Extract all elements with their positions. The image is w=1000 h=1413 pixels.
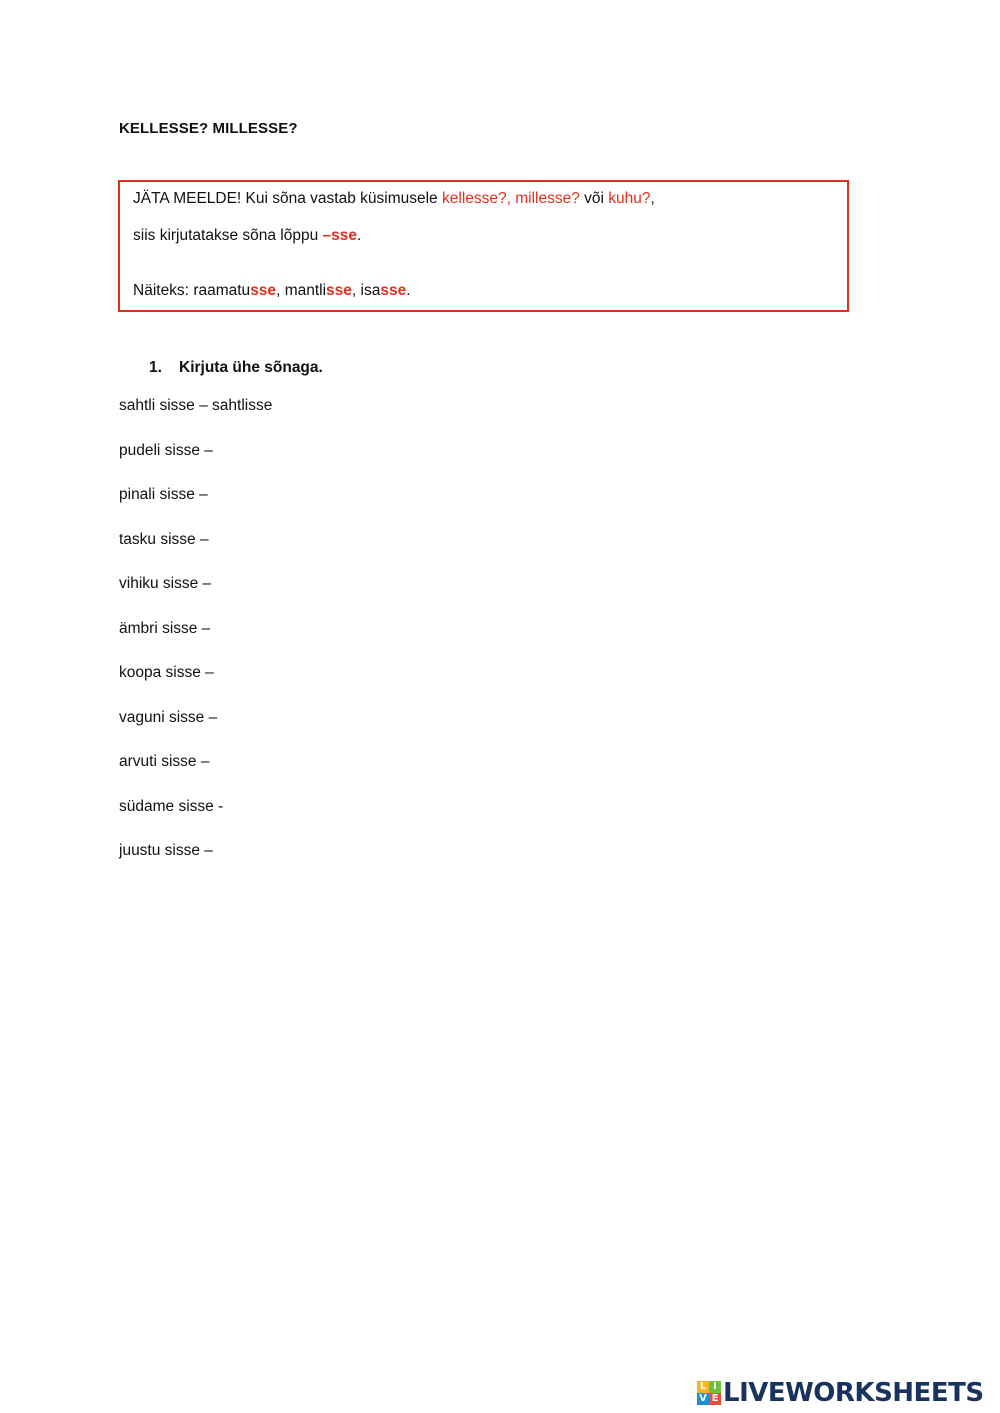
- example-2-stem: mantli: [284, 282, 327, 299]
- exercise-item: sahtli sisse – sahtlisse: [119, 397, 273, 414]
- logo-letter: I: [709, 1381, 721, 1393]
- exercise-list: [119, 397, 272, 887]
- rule-questions-highlight: kellesse?, millesse?: [442, 190, 580, 207]
- task-number: 1.: [149, 359, 162, 376]
- exercise-item: koopa sisse –: [119, 664, 214, 681]
- exercise-item: pudeli sisse –: [119, 441, 213, 459]
- rule-examples-line: [133, 282, 411, 300]
- example-separator: ,: [351, 282, 361, 299]
- rule-line-2-suffix: .: [357, 227, 362, 244]
- page-title: KELLESSE? MILLESSE?: [119, 120, 298, 137]
- exercise-item: pinali sisse –: [119, 486, 208, 503]
- rule-line-1-middle: või: [579, 190, 609, 207]
- rule-line-2-prefix: siis kirjutatakse sõna lõppu: [133, 227, 323, 244]
- logo-letter: L: [697, 1381, 709, 1393]
- example-2-ending: sse: [326, 282, 352, 299]
- rule-line-1-prefix: JÄTA MEELDE! Kui sõna vastab küsimusele: [133, 190, 442, 207]
- exercise-item: arvuti sisse –: [119, 753, 210, 770]
- exercise-item: südame sisse -: [119, 797, 224, 815]
- exercise-item: juustu sisse –: [119, 842, 213, 859]
- rule-line-1: [133, 190, 655, 208]
- example-3-stem: isa: [360, 282, 381, 299]
- examples-suffix: .: [406, 282, 411, 299]
- logo-letter: V: [697, 1393, 709, 1405]
- liveworksheets-watermark: [697, 1378, 984, 1408]
- rule-line-1-suffix: ,: [650, 190, 655, 207]
- example-1-ending: sse: [250, 282, 277, 299]
- rule-kuhu-highlight: kuhu?: [608, 190, 651, 207]
- task-heading: [149, 359, 323, 377]
- brand-name: LIVEWORKSHEETS: [723, 1378, 984, 1408]
- exercise-item: tasku sisse –: [119, 530, 209, 548]
- example-1-stem: raamatu: [193, 282, 251, 299]
- exercise-item: vaguni sisse –: [119, 708, 218, 726]
- exercise-item: vihiku sisse –: [119, 575, 212, 592]
- remember-rule-box: [118, 180, 849, 312]
- example-separator: ,: [276, 282, 285, 299]
- examples-label: Näiteks:: [133, 282, 194, 299]
- exercise-item: ämbri sisse –: [119, 619, 211, 637]
- logo-letter: E: [709, 1393, 721, 1405]
- rule-line-2: [133, 227, 361, 245]
- liveworksheets-logo-icon: [697, 1381, 721, 1405]
- rule-ending-highlight: –sse: [322, 227, 358, 244]
- example-3-ending: sse: [380, 282, 407, 299]
- task-instruction: Kirjuta ühe sõnaga.: [179, 359, 323, 376]
